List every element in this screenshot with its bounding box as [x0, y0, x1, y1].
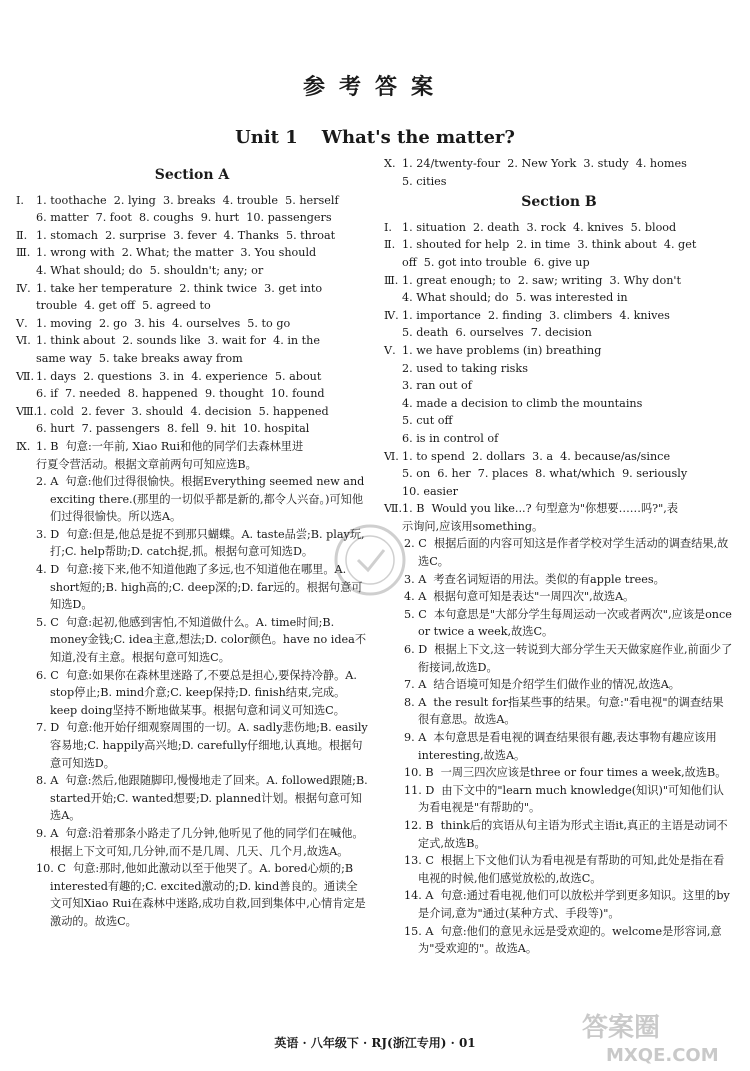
block-number	[384, 360, 402, 378]
block-number	[16, 209, 36, 227]
answer-line: 1. cold 2. fever 3. should 4. decision 5. happened	[36, 404, 329, 418]
block-number: Ⅸ.	[16, 439, 31, 453]
watermark-logo-icon	[576, 1006, 736, 1068]
explanation-item: 6. D 根据上下文,这一转说到大部分学生天天做家庭作业,前面少了衔接词,故选D。	[404, 643, 733, 674]
answer-line: 1. great enough; to 2. saw; writing 3. Why don't	[402, 273, 681, 287]
answer-line: 6. is in control of	[402, 431, 499, 445]
answer-row	[384, 465, 734, 483]
answer-line: 5. death 6. ourselves 7. decision	[402, 326, 592, 340]
answer-row	[16, 227, 368, 245]
block-number	[384, 289, 402, 307]
unit-heading	[0, 127, 750, 148]
block-number: Ⅰ.	[16, 193, 24, 207]
answer-row	[16, 350, 368, 368]
explanation-item: 10. B 一周三四次应该是three or four times a week,故选B。	[404, 766, 727, 780]
answer-line: 4. made a decision to climb the mountains	[402, 396, 643, 410]
answer-line: 1. days 2. questions 3. in 4. experience 5. about	[36, 369, 322, 383]
answer-line: 1. stomach 2. surprise 3. fever 4. Thanks 5. throat	[36, 228, 336, 242]
right-column	[384, 155, 734, 958]
explanation-item: 8. A the result for指某些事的结果。句意:"看电视"的调查结果很有意思。故选A。	[404, 695, 724, 727]
answer-line: 1. to spend 2. dollars 3. a 4. because/as/since	[402, 449, 671, 463]
answer-line: 1. 24/twenty-four 2. New York 3. study 4. homes	[402, 157, 687, 170]
page-title: 参考答案	[302, 74, 447, 100]
svg-text:答案圈: 答案圈	[582, 1013, 661, 1043]
answer-row	[384, 500, 734, 518]
answer-line: 1. think about 2. sounds like 3. wait for 4. in the	[36, 334, 321, 348]
svg-text:MXQE.COM: MXQE.COM	[606, 1045, 719, 1066]
block-number	[16, 420, 36, 438]
answer-line: trouble 4. get off 5. agreed to	[36, 299, 211, 313]
explanation-item: 7. D 句意:他开始仔细观察周围的一切。A. sadly悲伤地;B. easily容易地;C. happily高兴地;D. carefully仔细地,认真地。根据句意可知选D。	[36, 721, 368, 770]
block-number: Ⅳ.	[16, 281, 31, 295]
explanation-item: 2. A 句意:他们过得很愉快。根据Everything seemed new and exciting there.(那里的一切似乎都是新的,都令人兴奋。)可知他们过得很愉快。所以选A。	[36, 475, 368, 524]
block-number	[384, 254, 402, 272]
explanation-item: 8. A 句意:然后,他跟随脚印,慢慢地走了回来。A. followed跟随;B. started开始;C. wanted想要;D. planned计划。根据句意可知选A。	[36, 774, 372, 823]
block-number	[384, 377, 402, 395]
answer-row	[384, 518, 734, 536]
explanation-item: 4. A 根据句意可知是表达"一周四次",故选A。	[404, 590, 635, 604]
answer-line: 6. if 7. needed 8. happened 9. thought 10. found	[36, 387, 325, 401]
answer-line: 1. shouted for help 2. in time 3. think about 4. get	[402, 238, 697, 252]
answer-line: 5. cut off	[402, 414, 453, 428]
answer-line: 10. easier	[402, 484, 458, 498]
answer-row	[16, 438, 368, 456]
explanation-item: 6. C 句意:如果你在森林里迷路了,不要总是担心,要保持冷静。A. stop停止;B. mind介意;C. keep保持;D. finish结束,完成。keep doing坚持不断地做某事。根据句意和词义可知选C。	[36, 668, 361, 717]
answer-line: 1. toothache 2. lying 3. breaks 4. trouble 5. herself	[36, 193, 339, 207]
answer-row	[16, 209, 368, 227]
answer-row	[16, 420, 368, 438]
explanation-item: 14. A 句意:通过看电视,他们可以放松并学到更多知识。这里的by是介词,意为"通过(某种方式、手段等)"。	[404, 889, 730, 920]
answer-row	[384, 272, 734, 290]
block-number: Ⅴ.	[16, 316, 28, 330]
block-number	[384, 324, 402, 342]
answer-row	[384, 219, 734, 237]
answer-row	[384, 173, 734, 191]
block-number: Ⅲ.	[16, 246, 31, 260]
section-a-heading: Section A	[154, 167, 230, 183]
answer-line: 6. matter 7. foot 8. coughs 9. hurt 10. passengers	[36, 211, 332, 225]
answer-row	[384, 236, 734, 254]
answer-line: 1. importance 2. finding 3. climbers 4. knives	[402, 308, 670, 322]
explanation-item: 3. D 句意:但是,他总是捉不到那只蝴蝶。A. taste品尝;B. play玩,打;C. help帮助;D. catch捉,抓。根据句意可知选D。	[36, 527, 365, 559]
answer-row	[384, 377, 734, 395]
block-number	[16, 297, 36, 315]
explanation-item: 7. A 结合语境可知是介绍学生们做作业的情况,故选A。	[404, 678, 680, 692]
explanation-item: 10. C 句意:那时,他如此激动以至于他哭了。A. bored心烦的;B interested有趣的;C. excited激动的;D. kind善良的。通读全文可知Xiao Rui在森林中迷路,成功自救,回到集体中,心情肯定是激动的。故选C。	[36, 862, 366, 928]
answer-line: 1. situation 2. death 3. rock 4. knives 5. blood	[402, 220, 677, 234]
answer-line: 1. we have problems (in) breathing	[402, 343, 602, 357]
answer-row	[384, 448, 734, 466]
answer-row	[16, 456, 368, 474]
block-number: Ⅶ.	[16, 369, 34, 383]
block-number: Ⅶ.	[384, 502, 402, 516]
explanation-item: 9. A 本句意思是看电视的调查结果很有趣,表达事物有趣应该用interesting,故选A。	[404, 731, 717, 762]
explanation-item: 11. D 由下文中的"learn much knowledge(知识)"可知他们认为看电视是"有帮助的"。	[404, 783, 724, 815]
answer-line: 1. wrong with 2. What; the matter 3. You should	[36, 246, 317, 260]
page-footer: 英语 · 八年级下 · RJ(浙江专用) · 01	[274, 1036, 476, 1050]
answer-row	[16, 280, 368, 298]
answer-row	[16, 192, 368, 210]
answer-line: 行夏令营活动。根据文章前两句可知应选B。	[36, 457, 257, 471]
explanation-item: 13. C 根据上下文他们认为看电视是有帮助的可知,此处是指在看电视的时候,他们感觉放松的,故选C。	[404, 854, 725, 885]
block-number	[384, 395, 402, 413]
answer-line: 1. take her temperature 2. think twice 3. get into	[36, 281, 323, 295]
explanation-item: 3. A 考查名词短语的用法。类似的有apple trees。	[404, 572, 665, 586]
block-number	[16, 385, 36, 403]
block-number	[16, 350, 36, 368]
answer-row	[16, 332, 368, 350]
answer-row	[16, 315, 368, 333]
answer-line: same way 5. take breaks away from	[36, 351, 243, 365]
answer-row	[16, 385, 368, 403]
block-number: Ⅵ.	[384, 449, 399, 463]
answer-line: off 5. got into trouble 6. give up	[402, 255, 590, 269]
block-number: Ⅹ.	[384, 157, 396, 170]
answer-row	[16, 244, 368, 262]
answer-line: 示询问,应该用something。	[402, 519, 544, 533]
explanation-item: 2. C 根据后面的内容可知这是作者学校对学生活动的调查结果,故选C。	[404, 537, 729, 569]
answer-row	[384, 324, 734, 342]
block-number: Ⅷ.	[16, 404, 38, 418]
explanation-item: 5. C 句意:起初,他感到害怕,不知道做什么。A. time时间;B. money金钱;C. idea主意,想法;D. color颜色。have no idea不知道,没有主意。根据句意可知选C。	[36, 615, 367, 665]
answer-row	[384, 395, 734, 413]
explanation-item: 9. A 句意:沿着那条小路走了几分钟,他听见了他的同学们在喊他。根据上下文可知,几分钟,而不是几周、几天、几个月,故选A。	[36, 826, 364, 858]
block-number: Ⅱ.	[16, 228, 28, 242]
answer-row	[16, 368, 368, 386]
answer-row	[384, 254, 734, 272]
left-column	[16, 163, 372, 931]
block-number	[384, 465, 402, 483]
block-number	[384, 483, 402, 501]
explanation-item: 12. B think后的宾语从句主语为形式主语it,真正的主语是动词不定式,故选B。	[404, 818, 728, 850]
explanation-item: 5. C 本句意思是"大部分学生每周运动一次或者两次",应该是once or twice a week,故选C。	[404, 607, 736, 639]
explanation-item: 4. D 句意:接下来,他不知道他跑了多远,也不知道他在哪里。A. short短的;B. high高的;C. deep深的;D. far远的。根据句意可知选D。	[36, 563, 363, 612]
answer-row	[384, 360, 734, 378]
block-number	[384, 430, 402, 448]
section-b-heading: Section B	[521, 194, 597, 211]
block-number	[384, 173, 402, 191]
answer-line: 1. moving 2. go 3. his 4. ourselves 5. to go	[36, 316, 291, 330]
answer-line: 4. What should; do 5. was interested in	[402, 291, 628, 305]
answer-line: 4. What should; do 5. shouldn't; any; or	[36, 263, 264, 277]
block-number	[16, 456, 36, 474]
block-number: Ⅰ.	[384, 220, 392, 234]
answer-row	[384, 483, 734, 501]
answer-row	[384, 289, 734, 307]
answer-line: 2. used to taking risks	[402, 361, 528, 375]
answer-line: 6. hurt 7. passengers 8. fell 9. hit 10. hospital	[36, 422, 310, 436]
answer-row	[16, 297, 368, 315]
block-number	[384, 412, 402, 430]
block-number: Ⅴ.	[384, 343, 396, 357]
block-number: Ⅲ.	[384, 273, 399, 287]
explanation-item: 15. A 句意:他们的意见永远是受欢迎的。welcome是形容词,意为"受欢迎的"。故选A。	[404, 924, 722, 956]
answer-row	[16, 262, 368, 280]
answer-row	[16, 403, 368, 421]
unit-title: Unit 1	[235, 127, 298, 148]
answer-stamp-icon	[330, 520, 410, 600]
answer-line: 1. B 句意:一年前, Xiao Rui和他的同学们去森林里进	[36, 439, 304, 453]
answer-row	[384, 412, 734, 430]
block-number: Ⅵ.	[16, 334, 31, 348]
answer-line: 5. on 6. her 7. places 8. what/which 9. seriously	[402, 467, 688, 481]
answer-line: 5. cities	[402, 174, 447, 188]
block-number	[16, 262, 36, 280]
answer-line: 3. ran out of	[402, 379, 472, 393]
unit-subtitle: What's the matter?	[321, 127, 515, 148]
answer-row	[384, 342, 734, 360]
block-number: Ⅱ.	[384, 238, 396, 252]
answer-row	[384, 307, 734, 325]
block-number: Ⅳ.	[384, 308, 399, 322]
answer-row	[384, 430, 734, 448]
answer-line: 1. B Would you like...? 句型意为"你想要……吗?",表	[402, 502, 679, 516]
answer-row	[384, 155, 734, 173]
